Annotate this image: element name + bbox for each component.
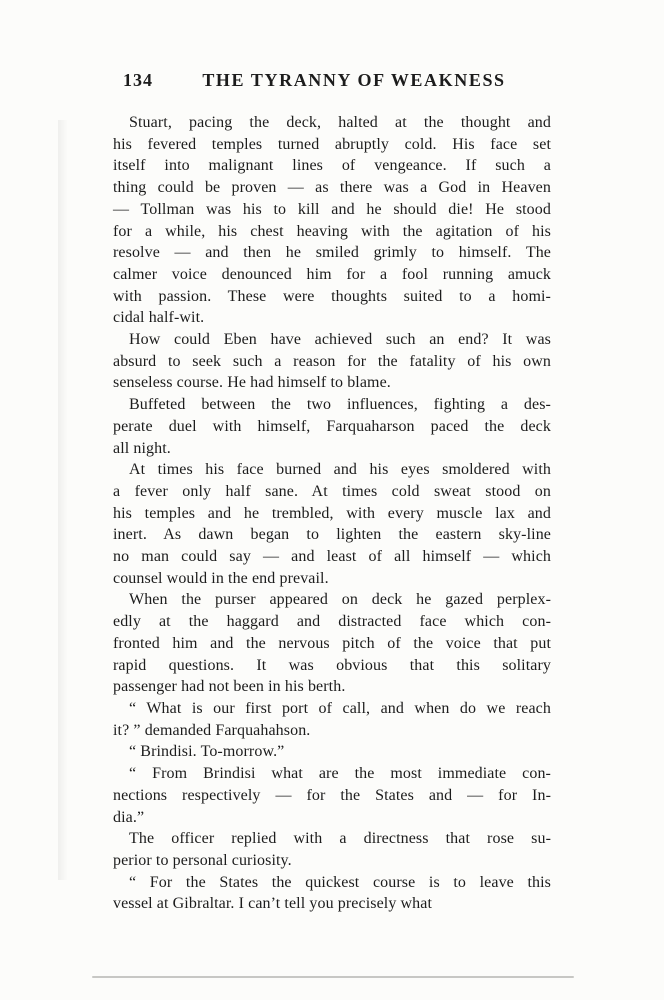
text-line: cidal half-wit. <box>113 309 205 327</box>
scan-artifact-line <box>92 976 574 978</box>
text-line: calmer voice denounced him for a fool running amuck <box>113 265 551 283</box>
text-line: resolve — and then he smiled grimly to himself. The <box>113 244 551 262</box>
text-line: for a while, his chest heaving with the agitation of his <box>113 222 551 240</box>
text-line: passenger had not been in his berth. <box>113 678 346 696</box>
text-line: At times his face burned and his eyes smoldered with <box>129 461 551 479</box>
text-line: fronted him and the nervous pitch of the voice that put <box>113 634 551 652</box>
paragraph <box>113 589 551 698</box>
text-line: dia.” <box>113 808 145 826</box>
text-line: all night. <box>113 439 171 457</box>
text-line: Stuart, pacing the deck, halted at the thought and <box>129 114 551 131</box>
paragraph <box>113 112 551 329</box>
text-line: rapid questions. It was obvious that this solitary <box>113 656 551 674</box>
text-line: with passion. These were thoughts suited to a homi- <box>113 287 551 305</box>
paragraph <box>113 698 551 741</box>
page-body <box>113 112 551 915</box>
text-line: — Tollman was his to kill and he should die! He stood <box>113 200 551 218</box>
paragraph <box>113 828 551 871</box>
text-line: The officer replied with a directness that rose su- <box>129 830 551 848</box>
text-line: edly at the haggard and distracted face which con- <box>113 613 551 631</box>
text-line: When the purser appeared on deck he gazed perplex- <box>129 591 551 609</box>
text-line: perior to personal curiosity. <box>113 851 292 869</box>
page-header <box>113 70 551 96</box>
text-line: itself into malignant lines of vengeance. If such a <box>113 157 551 175</box>
text-line: his temples and he trembled, with every muscle lax and <box>113 504 551 522</box>
text-line: thing could be proven — as there was a God in Heaven <box>113 179 551 197</box>
paragraph <box>113 872 551 915</box>
text-line: “ For the States the quickest course is to leave this <box>129 873 551 891</box>
page-content <box>113 70 551 915</box>
text-line: Buffeted between the two influences, fighting a des- <box>129 396 551 414</box>
paragraph <box>113 394 551 459</box>
paragraph <box>113 763 551 828</box>
text-line: How could Eben have achieved such an end? It was <box>129 331 551 349</box>
page-number: 134 <box>123 70 153 90</box>
text-line: his fevered temples turned abruptly cold. His face set <box>113 135 551 153</box>
paragraph <box>113 459 551 589</box>
paragraph <box>113 741 551 763</box>
text-line: no man could say — and least of all himself — which <box>113 548 551 566</box>
text-line: it? ” demanded Farquahahson. <box>113 721 311 739</box>
text-line: absurd to seek such a reason for the fatality of his own <box>113 352 551 370</box>
text-line: inert. As dawn began to lighten the eastern sky-line <box>113 526 551 544</box>
paragraph <box>113 329 551 394</box>
text-line: “ From Brindisi what are the most immediate con- <box>129 765 551 783</box>
text-line: a fever only half sane. At times cold sweat stood on <box>113 482 551 500</box>
text-line: nections respectively — for the States and — for In- <box>113 786 551 804</box>
text-line: counsel would in the end prevail. <box>113 569 329 587</box>
text-line: “ What is our first port of call, and when do we reach <box>129 699 551 717</box>
text-line: senseless course. He had himself to blame. <box>113 374 391 392</box>
text-line: “ Brindisi. To-morrow.” <box>129 743 285 761</box>
running-title: THE TYRANNY OF WEAKNESS <box>202 70 506 90</box>
text-line: vessel at Gibraltar. I can’t tell you precisely what <box>113 895 433 913</box>
text-line: perate duel with himself, Farquaharson paced the deck <box>113 417 551 435</box>
scan-gutter-shadow <box>58 120 68 880</box>
